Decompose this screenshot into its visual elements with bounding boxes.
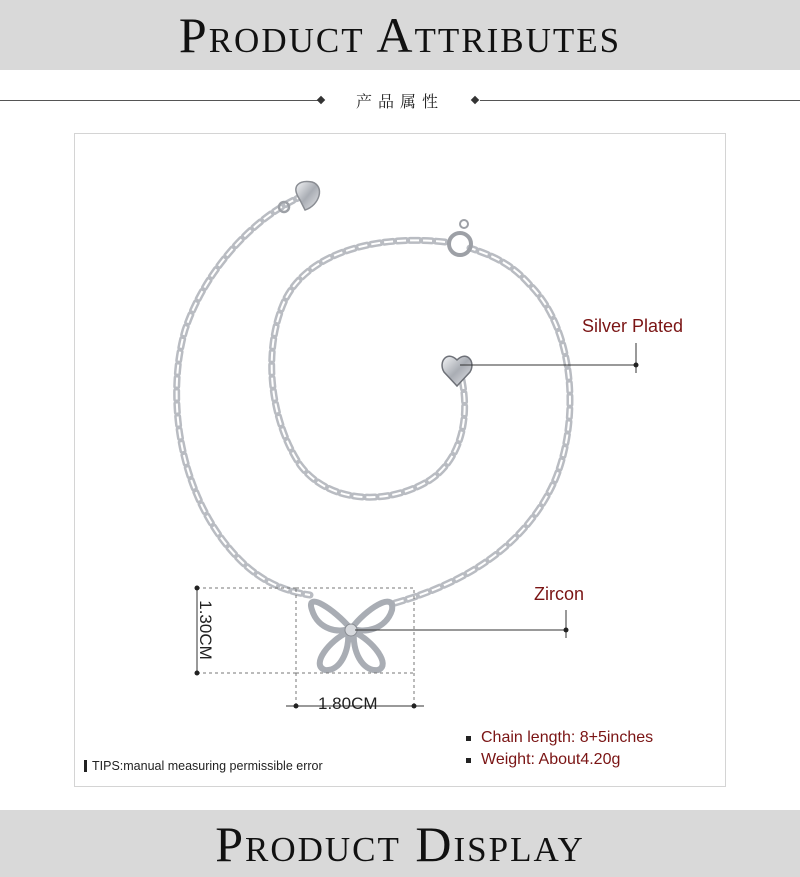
- spec-text: Chain length: 8+5inches: [481, 729, 654, 746]
- bullet-icon: [466, 736, 471, 741]
- bottom-banner: [0, 810, 800, 877]
- zircon-label: Zircon: [534, 584, 585, 604]
- silver-plated-label: Silver Plated: [582, 316, 684, 336]
- spec-weight: [466, 751, 620, 769]
- display-title: Product Display: [215, 815, 585, 872]
- heart-charm: [442, 356, 472, 386]
- spec-text: Weight: About4.20g: [481, 751, 621, 768]
- inner-chain: [272, 240, 465, 497]
- spring-ring: [449, 220, 471, 255]
- spec-chain-length: [466, 729, 653, 747]
- width-dimension: 1.80CM: [318, 694, 378, 713]
- tips-text: TIPS:manual measuring permissible error: [92, 759, 323, 773]
- tips-note: [84, 759, 323, 773]
- outer-chain: [177, 195, 310, 595]
- tips-marker-icon: [84, 760, 87, 772]
- bullet-icon: [466, 758, 471, 763]
- height-dimension: 1.30CM: [196, 600, 215, 660]
- section-title: Product Attributes: [178, 7, 622, 63]
- section-subtitle: 产品属性: [355, 92, 444, 111]
